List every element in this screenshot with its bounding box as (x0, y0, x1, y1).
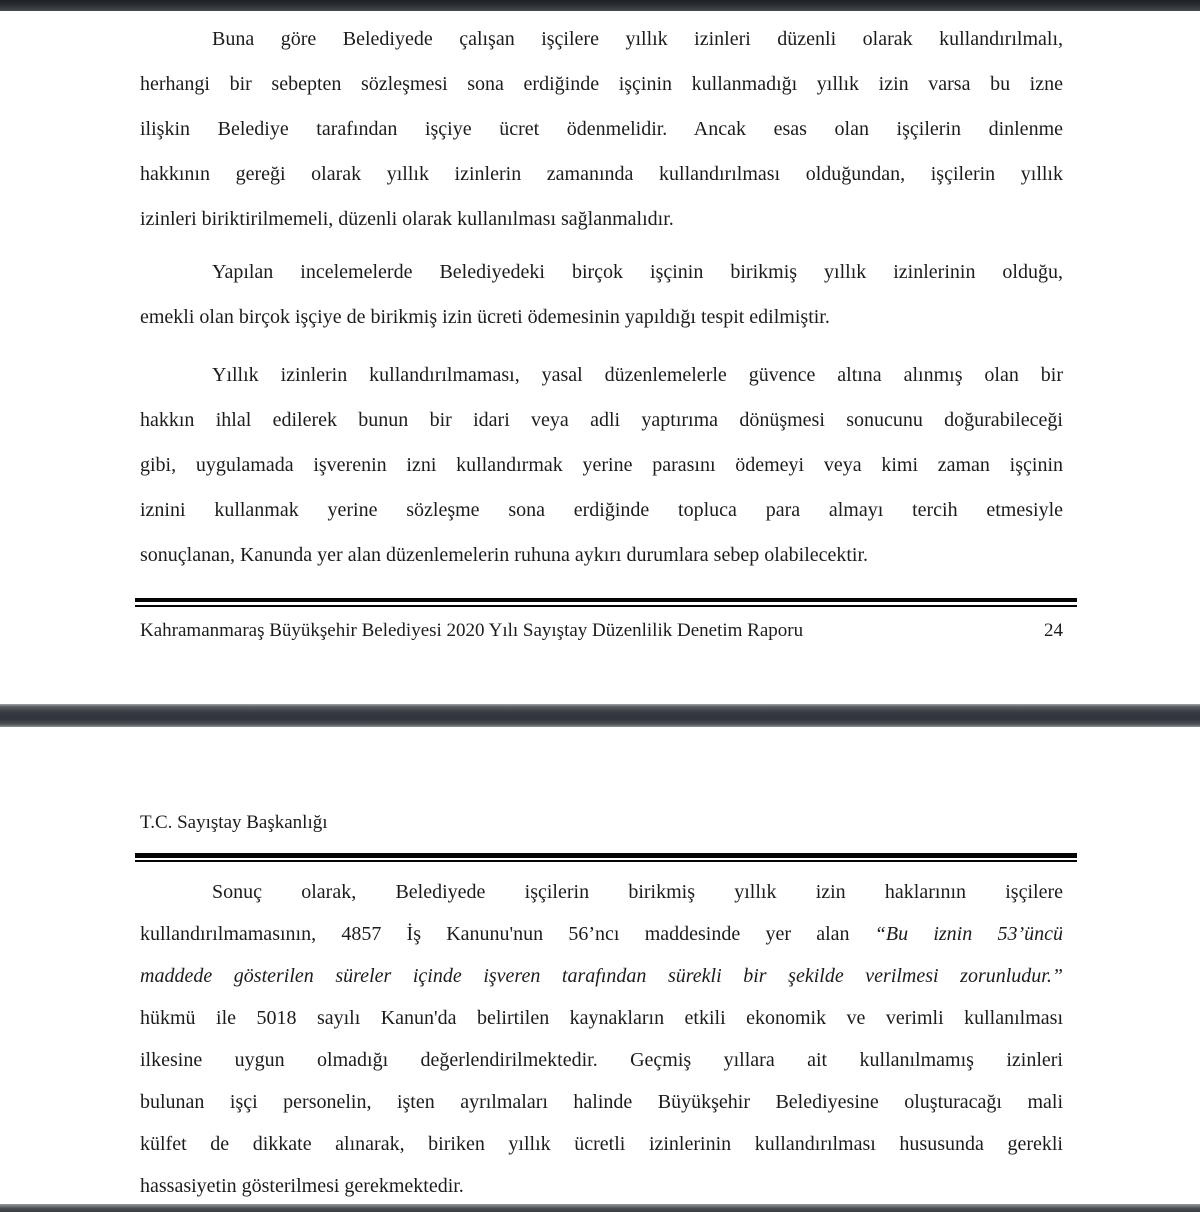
report-page-next (0, 811, 1200, 1207)
text-line (140, 250, 1063, 295)
text-segment: izinleri biriktirilmemeli, düzenli olarak kullanılması sağlanmalıdır. (140, 208, 674, 230)
paragraph (140, 250, 1063, 340)
text-segment: gibi, uygulamada işverenin izni kullandırmak yerine parasını ödemeyi veya kimi zaman işçinin (140, 454, 1063, 476)
header-double-rule (135, 853, 1077, 862)
text-segment: kullandırılmamasının, 4857 İş Kanunu'nun 56’ncı maddesinde yer alan (140, 923, 875, 945)
text-segment: herhangi bir sebepten sözleşmesi sona erdiğinde işçinin kullanmadığı yıllık izin varsa bu izne (140, 73, 1063, 95)
text-segment: hakkının gereği olarak yıllık izinlerin zamanında kullandırılması olduğundan, işçilerin yıllık (140, 163, 1063, 185)
text-line (140, 955, 1063, 997)
text-line (140, 913, 1063, 955)
page-header-institution: T.C. Sayıştay Başkanlığı (140, 812, 328, 833)
text-segment: hakkın ihlal edilerek bunun bir idari veya adli yaptırıma dönüşmesi sonucunu doğurabileceği (140, 409, 1063, 431)
text-segment: bulunan işçi personelin, işten ayrılmaları halinde Büyükşehir Belediyesine oluşturacağı mali (140, 1091, 1063, 1113)
text-line (140, 1165, 1063, 1207)
text-line (140, 488, 1063, 533)
quoted-law-text: “Bu iznin 53’üncü (874, 923, 1063, 945)
text-line (140, 152, 1063, 197)
paragraph (140, 17, 1063, 242)
text-line (140, 1081, 1063, 1123)
footer-report-title: Kahramanmaraş Büyükşehir Belediyesi 2020 Yılı Sayıştay Düzenlilik Denetim Raporu (140, 620, 804, 641)
text-line (140, 533, 1063, 578)
text-line (140, 871, 1063, 913)
text-line (140, 443, 1063, 488)
text-segment: Yapılan incelemelerde Belediyedeki birçok işçinin birikmiş yıllık izinlerinin olduğu, (212, 261, 1063, 283)
text-line (140, 1039, 1063, 1081)
text-line (140, 1123, 1063, 1165)
text-segment: Sonuç olarak, Belediyede işçilerin birikmiş yıllık izin haklarının işçilere (212, 881, 1063, 903)
text-line (140, 17, 1063, 62)
footer-page-number: 24 (1044, 620, 1063, 641)
text-segment: ilişkin Belediye tarafından işçiye ücret ödenmelidir. Ancak esas olan işçilerin dinlenme (140, 118, 1063, 140)
page-separator-bottom-bar (0, 1204, 1200, 1212)
text-line (140, 997, 1063, 1039)
text-line (140, 398, 1063, 443)
report-page-24 (0, 17, 1200, 643)
quoted-law-text: maddede gösterilen süreler içinde işveren tarafından sürekli bir şekilde verilmesi zorunludur.” (140, 965, 1063, 987)
text-segment: Buna göre Belediyede çalışan işçilere yıllık izinleri düzenli olarak kullandırılmalı, (212, 28, 1063, 50)
text-line (140, 62, 1063, 107)
text-line (140, 107, 1063, 152)
page-separator-top-bar (0, 0, 1200, 11)
text-segment: iznini kullanmak yerine sözleşme sona erdiğinde topluca para almayı tercih etmesiyle (140, 499, 1063, 521)
text-segment: ilkesine uygun olmadığı değerlendirilmektedir. Geçmiş yıllara ait kullanılmamış izinleri (140, 1049, 1063, 1071)
text-line (140, 197, 1063, 242)
text-segment: Yıllık izinlerin kullandırılmaması, yasal düzenlemelerle güvence altına alınmış olan bir (212, 364, 1063, 386)
text-segment: sonuçlanan, Kanunda yer alan düzenlemelerin ruhuna aykırı durumlara sebep olabilecektir. (140, 544, 869, 566)
paragraph (140, 871, 1063, 1207)
text-line (140, 353, 1063, 398)
text-segment: emekli olan birçok işçiye de birikmiş izin ücreti ödemesinin yapıldığı tespit edilmiştir. (140, 306, 830, 328)
footer-double-rule (135, 598, 1077, 607)
text-segment: hükmü ile 5018 sayılı Kanun'da belirtilen kaynakların etkili ekonomik ve verimli kullanılması (140, 1007, 1063, 1029)
paragraph (140, 353, 1063, 578)
text-segment: hassasiyetin gösterilmesi gerekmektedir. (140, 1175, 464, 1197)
text-line (140, 295, 1063, 340)
page-footer (140, 619, 1063, 643)
page-separator-bar (0, 704, 1200, 727)
text-segment: külfet de dikkate alınarak, biriken yıllık ücretli izinlerinin kullandırılması hususunda gerekli (140, 1133, 1063, 1155)
